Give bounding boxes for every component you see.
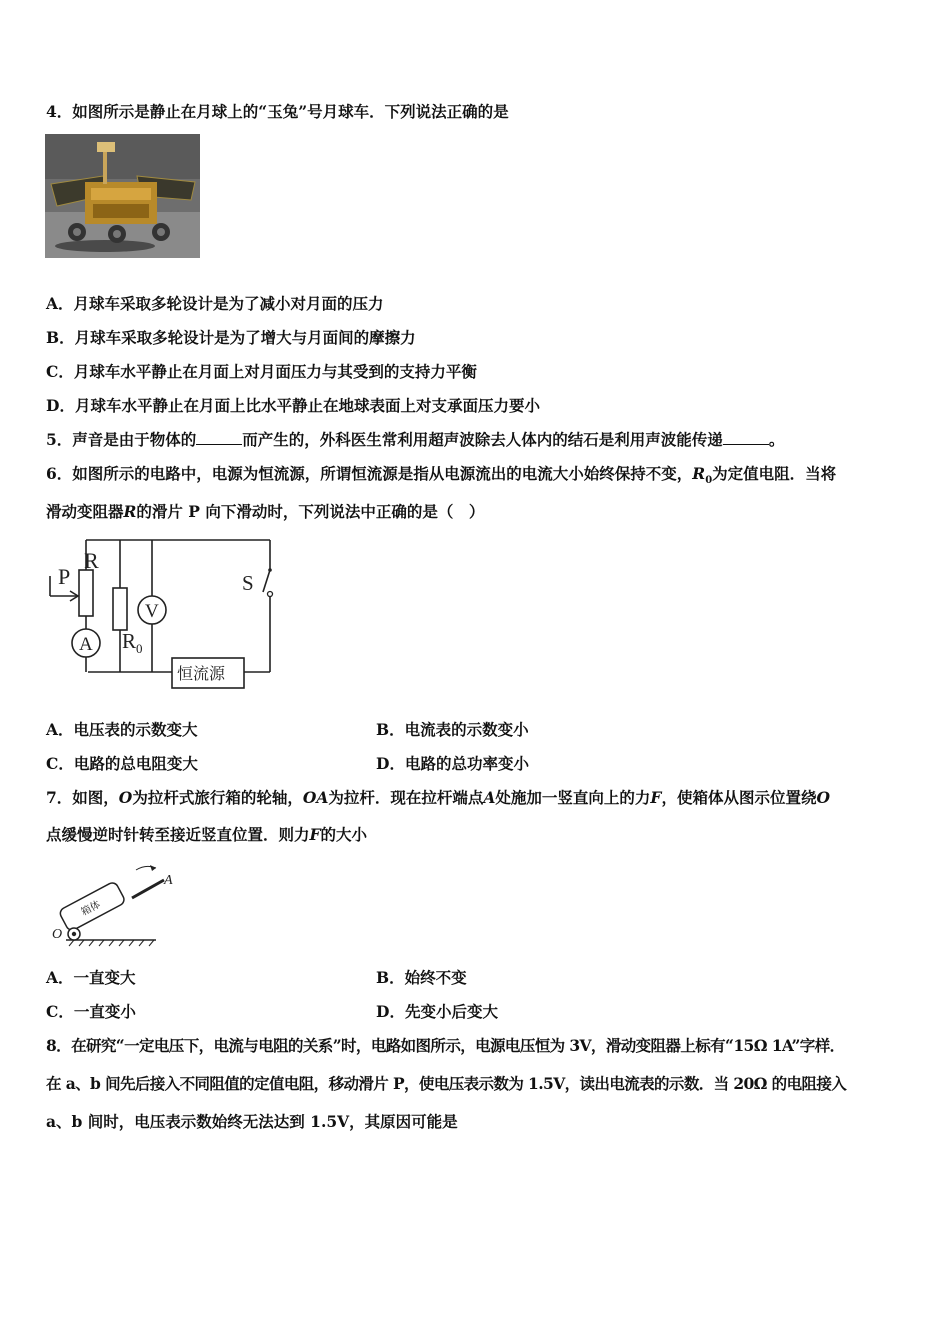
q7-o-symbol: O [118, 788, 133, 807]
q7-o-symbol-2: O [816, 788, 830, 807]
q6-label-r: R [84, 548, 99, 573]
q6-line2-text: 滑动变阻器 [46, 502, 124, 521]
q6-option-c: C．电路的总电阻变大 [46, 754, 198, 773]
voltmeter-icon: V [145, 601, 159, 622]
q8-stem-line2: 在 a、b 间先后接入不同阻值的定值电阻，移动滑片 P，使电压表示数为 1.5V，读出电流表的示数．当 20Ω 的电阻接入 [46, 1074, 847, 1093]
q5-stem [46, 430, 784, 450]
q7-stem-line2 [46, 825, 367, 845]
q5-part3: 。 [768, 430, 785, 449]
q6-stem-line1 [46, 464, 836, 491]
q7-oa-symbol: OA [302, 788, 329, 807]
q6-line1-end: 为定值电阻．当将 [712, 464, 837, 483]
q7-text-1: 7．如图， [46, 788, 119, 807]
q7-option-d: D．先变小后变大 [376, 1002, 498, 1021]
q7-text-4: 处施加一竖直向上的力 [495, 788, 651, 807]
q7-f-symbol-2: F [309, 825, 321, 844]
ammeter-icon: A [79, 634, 93, 655]
lunar-rover-photo [45, 134, 200, 258]
q7-text-3: 为拉杆．现在拉杆端点 [328, 788, 484, 807]
q4-stem: 4．如图所示是静止在月球上的“玉兔”号月球车．下列说法正确的是 [46, 102, 509, 121]
q5-part1: 5．声音是由于物体的 [46, 430, 197, 449]
q7-text-6: 点缓慢逆时针转至接近竖直位置．则力 [46, 825, 310, 844]
q6-label-p: P [58, 564, 71, 589]
q7-label-a: A [164, 873, 173, 888]
q7-box-label: 箱体 [79, 899, 103, 919]
q6-circuit-diagram [44, 536, 276, 696]
q6-option-a: A．电压表的示数变大 [46, 720, 198, 739]
q7-option-a: A．一直变大 [46, 968, 136, 987]
q5-blank-2 [723, 430, 769, 445]
q6-r0-subscript: 0 [705, 475, 713, 487]
q7-f-symbol: F [650, 788, 662, 807]
q6-label-s: S [242, 571, 254, 595]
q6-option-d: D．电路的总功率变小 [376, 754, 529, 773]
q7-text-2: 为拉杆式旅行箱的轮轴， [132, 788, 303, 807]
q4-option-b: B．月球车采取多轮设计是为了增大与月面间的摩擦力 [46, 328, 416, 347]
q7-option-c: C．一直变小 [46, 1002, 136, 1021]
q4-option-d: D．月球车水平静止在月面上比水平静止在地球表面上对支承面压力要小 [46, 396, 540, 415]
q5-part2: 而产生的，外科医生常利用超声波除去人体内的结石是利用声波能传递 [242, 430, 723, 449]
q6-label-r0: R [122, 629, 137, 653]
q8-stem-line3: a、b 间时，电压表示数始终无法达到 1.5V，其原因可能是 [46, 1112, 458, 1131]
q6-r-symbol: R [123, 502, 137, 521]
q6-label-r0-sub: 0 [136, 641, 143, 656]
q6-line1-text: 6．如图所示的电路中，电源为恒流源，所谓恒流源是指从电源流出的电流大小始终保持不变， [46, 464, 693, 483]
q7-a-symbol: A [483, 788, 496, 807]
q4-option-c: C．月球车水平静止在月面上对月面压力与其受到的支持力平衡 [46, 362, 477, 381]
q7-text-7: 的大小 [320, 825, 368, 844]
q7-suitcase-diagram [44, 858, 174, 948]
q6-r0-symbol: R [692, 464, 706, 483]
q7-option-b: B．始终不变 [376, 968, 467, 987]
q7-stem-line1 [46, 788, 830, 808]
q7-label-o: O [52, 927, 63, 942]
q6-stem-line2 [46, 502, 484, 522]
q6-source-label: 恒流源 [177, 664, 226, 683]
q8-stem-line1: 8．在研究“一定电压下，电流与电阻的关系”时，电路如图所示，电源电压恒为 3V，滑动变阻器上标有“15Ω 1A”字样． [46, 1036, 845, 1055]
q7-text-5: ，使箱体从图示位置绕 [661, 788, 817, 807]
q4-option-a: A．月球车采取多轮设计是为了减小对月面的压力 [46, 294, 384, 313]
q6-option-b: B．电流表的示数变小 [376, 720, 529, 739]
q5-blank-1 [196, 430, 242, 445]
q6-line2-end: 的滑片 P 向下滑动时，下列说法中正确的是（ ） [136, 502, 485, 521]
